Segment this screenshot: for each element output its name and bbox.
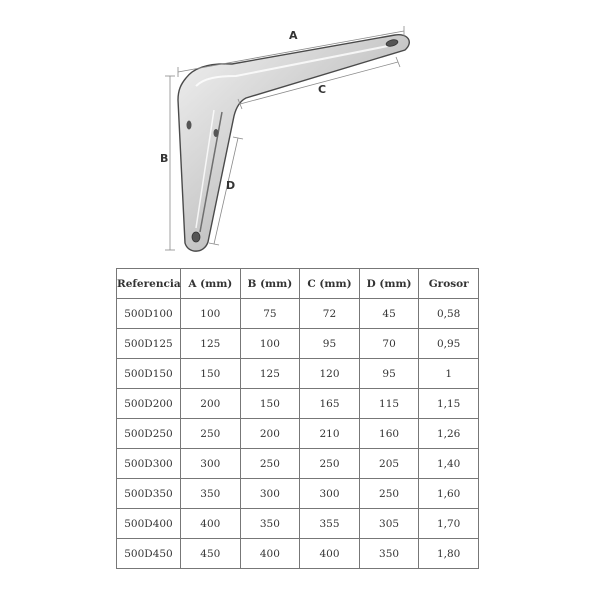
bracket-icon: [178, 35, 409, 251]
dimensions-table: [116, 268, 479, 569]
cell-b: 125: [240, 359, 300, 389]
cell-grosor: 0,58: [419, 299, 479, 329]
cell-b: 150: [240, 389, 300, 419]
cell-grosor: 1,15: [419, 389, 479, 419]
cell-c: 95: [300, 329, 360, 359]
cell-b: 200: [240, 419, 300, 449]
cell-referencia: 500D450: [117, 539, 181, 569]
cell-a: 400: [181, 509, 241, 539]
cell-grosor: 1,70: [419, 509, 479, 539]
table-row: [117, 329, 479, 359]
cell-d: 95: [359, 359, 419, 389]
cell-c: 400: [300, 539, 360, 569]
cell-d: 45: [359, 299, 419, 329]
cell-referencia: 500D350: [117, 479, 181, 509]
table-row: [117, 299, 479, 329]
cell-d: 250: [359, 479, 419, 509]
cell-a: 125: [181, 329, 241, 359]
cell-a: 100: [181, 299, 241, 329]
header-d: D (mm): [359, 269, 419, 299]
table-row: [117, 539, 479, 569]
table-row: [117, 419, 479, 449]
hole-bottom-icon: [192, 232, 200, 242]
cell-d: 205: [359, 449, 419, 479]
cell-d: 70: [359, 329, 419, 359]
cell-b: 300: [240, 479, 300, 509]
cell-b: 100: [240, 329, 300, 359]
cell-d: 160: [359, 419, 419, 449]
cell-a: 250: [181, 419, 241, 449]
cell-c: 72: [300, 299, 360, 329]
table-row: [117, 389, 479, 419]
cell-b: 400: [240, 539, 300, 569]
cell-referencia: 500D125: [117, 329, 181, 359]
shelf-bracket-diagram: [0, 0, 600, 260]
cell-b: 350: [240, 509, 300, 539]
cell-d: 350: [359, 539, 419, 569]
cell-referencia: 500D250: [117, 419, 181, 449]
header-b: B (mm): [240, 269, 300, 299]
cell-grosor: 1,60: [419, 479, 479, 509]
header-c: C (mm): [300, 269, 360, 299]
label-d: D: [226, 179, 236, 192]
table-row: [117, 449, 479, 479]
cell-c: 210: [300, 419, 360, 449]
cell-a: 350: [181, 479, 241, 509]
header-a: A (mm): [181, 269, 241, 299]
cell-grosor: 0,95: [419, 329, 479, 359]
cell-c: 165: [300, 389, 360, 419]
cell-referencia: 500D300: [117, 449, 181, 479]
cell-a: 150: [181, 359, 241, 389]
label-c: C: [318, 83, 327, 96]
header-referencia: Referencia: [117, 269, 181, 299]
hole-inner-icon: [214, 129, 219, 137]
cell-a: 300: [181, 449, 241, 479]
cell-d: 115: [359, 389, 419, 419]
cell-c: 250: [300, 449, 360, 479]
header-grosor: Grosor: [419, 269, 479, 299]
cell-c: 300: [300, 479, 360, 509]
label-b: B: [160, 152, 169, 165]
cell-b: 250: [240, 449, 300, 479]
table-row: [117, 479, 479, 509]
cell-referencia: 500D100: [117, 299, 181, 329]
cell-grosor: 1,26: [419, 419, 479, 449]
cell-c: 355: [300, 509, 360, 539]
cell-grosor: 1: [419, 359, 479, 389]
table-row: [117, 509, 479, 539]
table-row: [117, 359, 479, 389]
cell-a: 450: [181, 539, 241, 569]
cell-c: 120: [300, 359, 360, 389]
cell-grosor: 1,80: [419, 539, 479, 569]
table-header-row: [117, 269, 479, 299]
cell-a: 200: [181, 389, 241, 419]
cell-referencia: 500D200: [117, 389, 181, 419]
label-a: A: [289, 29, 298, 42]
hole-mid-icon: [187, 121, 192, 130]
cell-grosor: 1,40: [419, 449, 479, 479]
cell-d: 305: [359, 509, 419, 539]
cell-referencia: 500D400: [117, 509, 181, 539]
cell-referencia: 500D150: [117, 359, 181, 389]
cell-b: 75: [240, 299, 300, 329]
